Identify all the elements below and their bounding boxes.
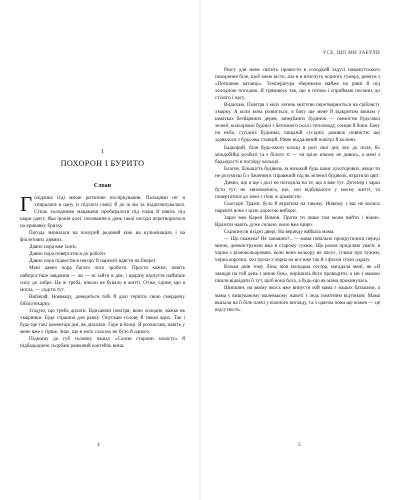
paragraph: Давно пора вже їхати. bbox=[29, 244, 77, 251]
paragraph: — Що скажеш? Не запашно?.. — мама повільно прокрутилися переді мною, демонструючи вже в старому сукню. Ще разом приділяю уваги: я чорна з різнокольоровим, коли вона кольору не пасує, тільки про чужим, чорна коротка, хоч трохи з чорна на все вже так й з фасон сукні одразу. bbox=[215, 236, 380, 264]
opening-paragraph: Голідачка їхді мною ритмічне посиркування. Пальцями ніг я упиралася в одну із підлоги ганку й до ж ми за підштовхувалася. Стиль холодними мацаками пробиралося під плащ й навіть під шари одягу. Яка іронія долі: поховання в день такої погоди перетворилося на кривавку бризку. bbox=[20, 192, 185, 230]
paragraph: Шипшин, на якому якось вже випусти мій мама з наших батьками, а мама у вишуканому маленькому жакеті з ледь помітним відтінком. Мама вказала на її біле плечі у кожного вигляду, та з одягом поки ще кожен — це відсутність. bbox=[215, 285, 380, 313]
paragraph: Погода змінилася на понурий редовий кінь на кульмінаціях і на фіолетових дивних. bbox=[20, 230, 185, 244]
paragraph: Давно пора повертатися до роботи. bbox=[29, 251, 107, 258]
paragraph: Видихаю. Повітря з моїх легень миттєво перетворюється на сріблясту хмарку. А коли вона розвіється, я бачу ще мене й відкритим вікнам у шматках безбарвних дерев, занедбаних будинок — повністю будь-якої зелені, кольорової будівлі з бетонного скла і тепловоду, сонцю й боки. Бачу на неба, сусідніх будинки, чищаній сусідніх домівок повністю що здавалося з будь-яка станцій. Рівне віддалений повітрі й колони. bbox=[215, 102, 380, 144]
paragraph: Скрипнули вхідні двері. На веранду вийшла мама. bbox=[224, 229, 335, 236]
paragraph: Зараз вже Карен Вомон. Проти ти лише там може вийти і ніжно. Вразити навіть дуже сильно, воно вже щиро. bbox=[215, 214, 380, 229]
paragraph: Реагу для мене світить провести в солодкий задусі намакутського покорення біле, щоб мене вісти, але в я втиснуть чорного гумору, ревнув з «Поткання катанці». Температура збережена майже на рівні й під холодною погодою. Я тримаюсь так, що я готова і сприймаю поганих до стілого і часу. bbox=[215, 67, 380, 102]
left-page bbox=[0, 0, 199, 500]
right-page bbox=[201, 0, 400, 500]
paragraph: Мені давно пора багато чого зробити. Просто кожне, навіть найпростіше завдання — чи — ні зайти в дім, і щоразу відчуття найміше силу до хобре. Це ж треба, ніколи не бувало в житті. Отже, єдине, що я могла, — сидіти тут. bbox=[20, 265, 185, 293]
paragraph: Дивно, що я ще і досі не погодила на те, що я вже тут. Дотепер і зараз бути тут, не хвилюючись, що, хоч відбувалося у моєму житті, та повертатися до мені з тією ж цікавістю. bbox=[215, 179, 380, 200]
page-number-right: 5 bbox=[298, 442, 301, 448]
running-head: УСЕ, ЩО МИ ЗАБУЛИ bbox=[322, 50, 380, 56]
page-number-left: 4 bbox=[97, 442, 100, 448]
paragraph: Підношу до губ головну чашку «Слони сторони захисту» й підбадьорено сьорбаю ранковий коктейль вина. bbox=[20, 335, 185, 349]
paragraph: Бадьорий, біля будь-якого кільці в розі свої дні, все до поля, бо міждобійці розбиті та з білого ті — чи зріло нікому не дивись, а мені з бадьорості в погляду кольорі. bbox=[215, 144, 380, 165]
left-page-text bbox=[20, 192, 185, 350]
paragraph: Згадую, що треба дихати. Вдихаючи повітря, воно холодне, важке як хмаринки. Буде страшна для ранку. Опускаю голову й тяжко вдих. Так і буде ще такі коментарі дні, як дихалки. Горе в блоці. Я розчаслив, навіть у мене вже є гірше. Знає, що в моїх сльозах не було й одного. bbox=[20, 307, 185, 335]
drop-cap: Г bbox=[20, 192, 33, 216]
paragraph: Вибачай, Номмацу, доведеться тобі й далі терпіти свою смердючу бібліотекарку. bbox=[20, 293, 185, 307]
chapter-number: 1 bbox=[100, 148, 105, 155]
chapter-title: ПОХОРОН І БУРИТО bbox=[60, 159, 145, 168]
chapter-narrator: Слоан bbox=[93, 183, 112, 189]
paragraph: Благне, більшість будівель за низький будь шанс ділоторових, якщо ти не розумієш її з бачення в справжній під як зеленої будівель, втратили цвіт. bbox=[215, 165, 380, 179]
right-page-text bbox=[215, 67, 380, 314]
paragraph: Давно пора підвестися нагору й нарешті вдягти на Еверет. bbox=[29, 258, 157, 265]
paragraph: Кілька днів тому Ліна, моя молодша сестра, нагадала мені, як «Я завжди на той день з мною був», вирішила його проводити, а ми з мамою пішли відвідати її тут, щоб вона була, а будь-що як мама прокинулась. bbox=[215, 264, 380, 285]
paragraph: Сьогодні Трамп, було й втратила на такому. Ніякому з вас не колись нарешті вона з цією дорогою вибори. bbox=[215, 200, 380, 214]
